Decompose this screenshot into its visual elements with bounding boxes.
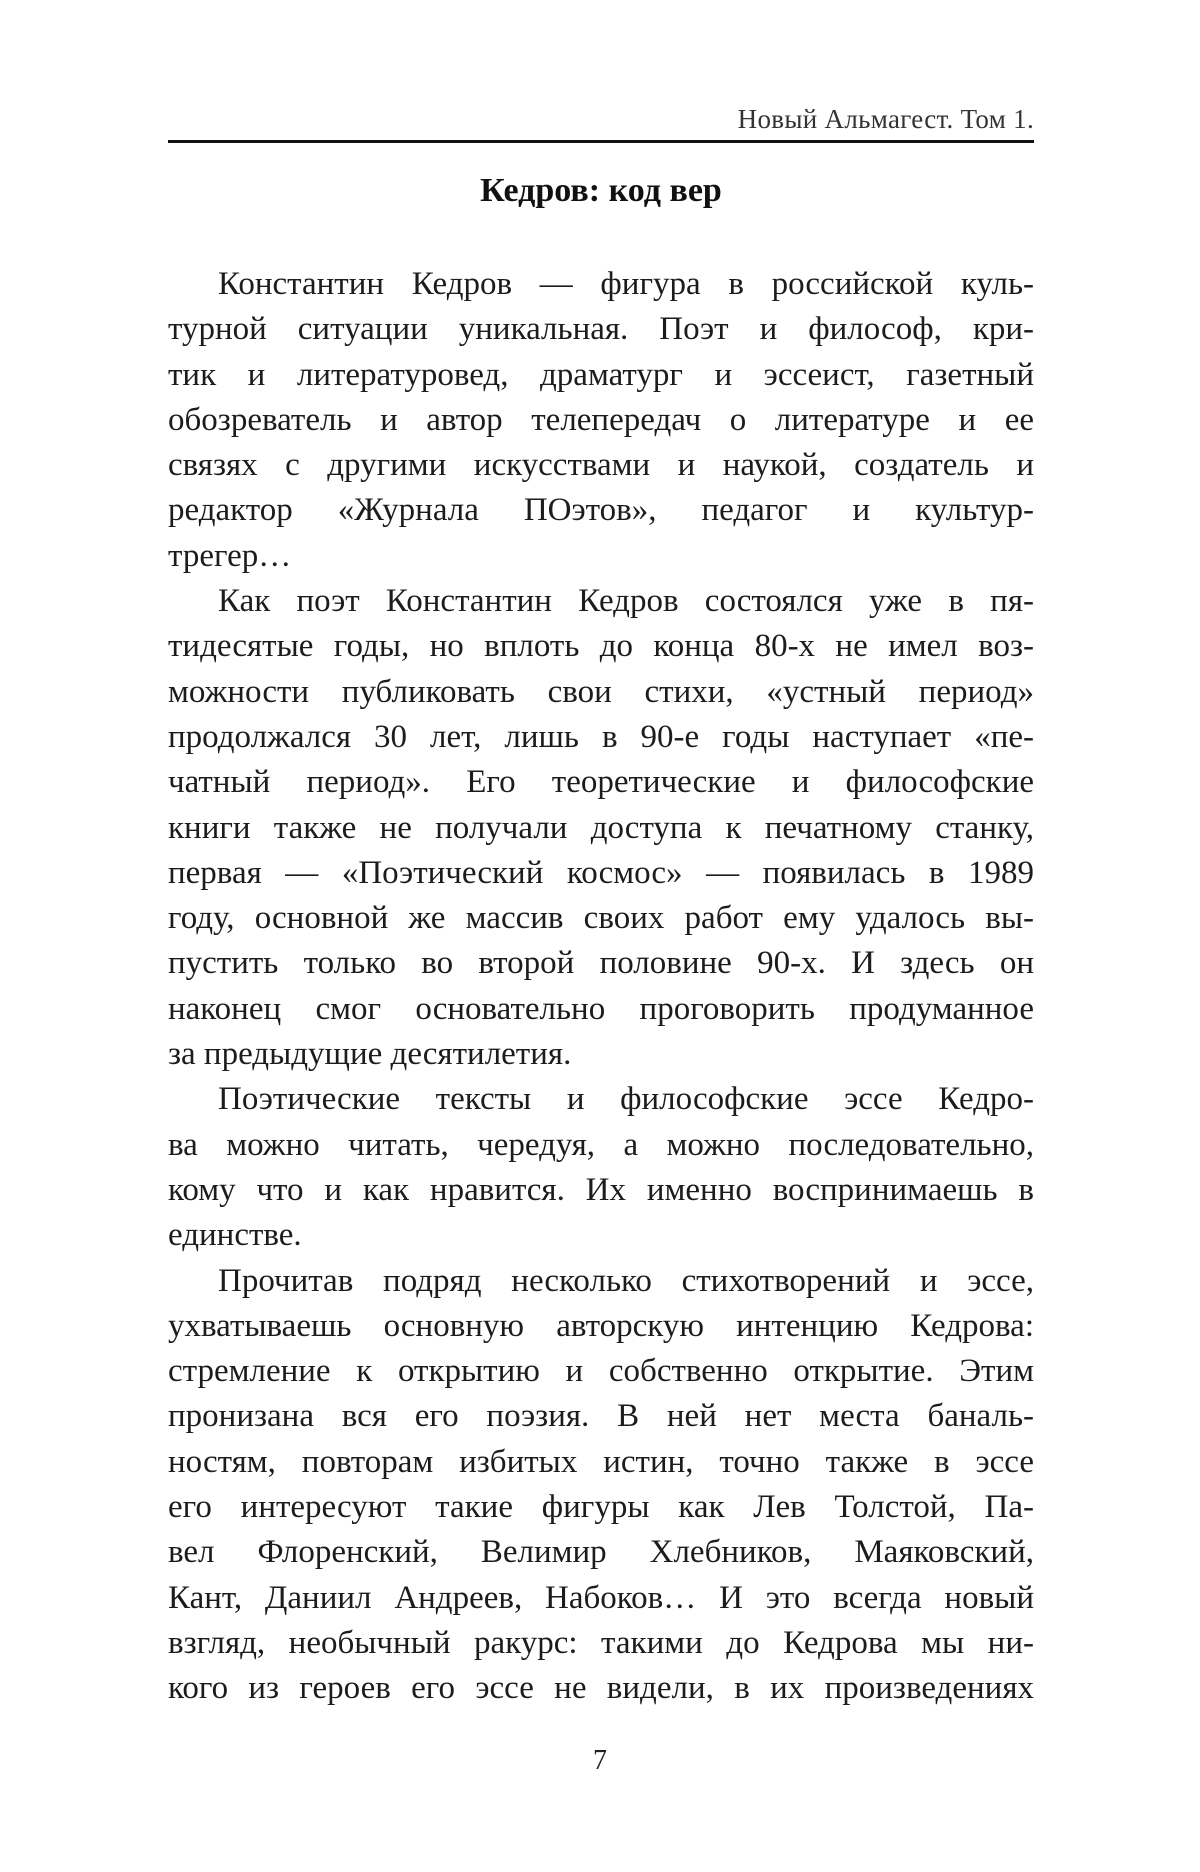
text-line: обозреватель и автор телепередач о литературе и ее — [168, 401, 1034, 438]
body-text — [168, 262, 1034, 1712]
text-line: единстве. — [168, 1217, 302, 1254]
text-line: за предыдущие десятилетия. — [168, 1036, 572, 1073]
running-header: Новый Альмагест. Том 1. — [737, 104, 1034, 134]
text-line: стремление к открытию и собственно открытие. Этим — [168, 1353, 1034, 1390]
text-line: ухватываешь основную авторскую интенцию Кедрова: — [168, 1307, 1034, 1344]
text-line: взгляд, необычный ракурс: такими до Кедрова мы ни- — [168, 1624, 1034, 1661]
chapter-title: Кедров: код вер — [480, 172, 722, 209]
text-line: Как поэт Константин Кедров состоялся уже в пя- — [218, 583, 1034, 620]
text-line: тик и литературовед, драматург и эссеист, газетный — [168, 356, 1034, 393]
text-line: тидесятые годы, но вплоть до конца 80-х не имел воз- — [168, 628, 1034, 665]
text-line: ностям, повторам избитых истин, точно также в эссе — [168, 1443, 1034, 1480]
text-line: связях с другими искусствами и наукой, создатель и — [168, 447, 1034, 484]
text-line: редактор «Журнала ПОэтов», педагог и культур- — [168, 492, 1034, 529]
text-line: ва можно читать, чередуя, а можно последовательно, — [168, 1126, 1034, 1163]
text-line: кому что и как нравится. Их именно воспринимаешь в — [168, 1171, 1034, 1208]
text-line: пустить только во второй половине 90-х. И здесь он — [168, 945, 1034, 982]
text-line: турной ситуации уникальная. Поэт и философ, кри- — [168, 311, 1034, 348]
text-line: Кант, Даниил Андреев, Набоков… И это всегда новый — [168, 1579, 1034, 1616]
header-divider — [168, 140, 1034, 143]
text-line: вел Флоренский, Велимир Хлебников, Маяковский, — [168, 1534, 1034, 1571]
page-number: 7 — [593, 1745, 607, 1776]
text-line: Прочитав подряд несколько стихотворений и эссе, — [218, 1262, 1034, 1299]
text-line: можности публиковать свои стихи, «устный период» — [168, 673, 1034, 710]
text-line: году, основной же массив своих работ ему удалось вы- — [168, 900, 1034, 937]
text-line: Поэтические тексты и философские эссе Кедро- — [218, 1081, 1034, 1118]
text-line: наконец смог основательно проговорить продуманное — [168, 990, 1034, 1027]
text-line: Константин Кедров — фигура в российской куль- — [218, 266, 1034, 302]
text-line: трегер… — [168, 537, 292, 574]
text-line: книги также не получали доступа к печатному станку, — [168, 809, 1034, 846]
text-line: его интересуют такие фигуры как Лев Толстой, Па- — [168, 1489, 1034, 1526]
text-line: продолжался 30 лет, лишь в 90-е годы наступает «пе- — [168, 718, 1034, 755]
text-line: чатный период». Его теоретические и философские — [168, 764, 1034, 801]
text-line: пронизана вся его поэзия. В ней нет места баналь- — [168, 1398, 1034, 1435]
text-line: первая — «Поэтический космос» — появилась в 1989 — [168, 854, 1034, 891]
text-line: кого из героев его эссе не видели, в их произведениях — [168, 1670, 1034, 1707]
